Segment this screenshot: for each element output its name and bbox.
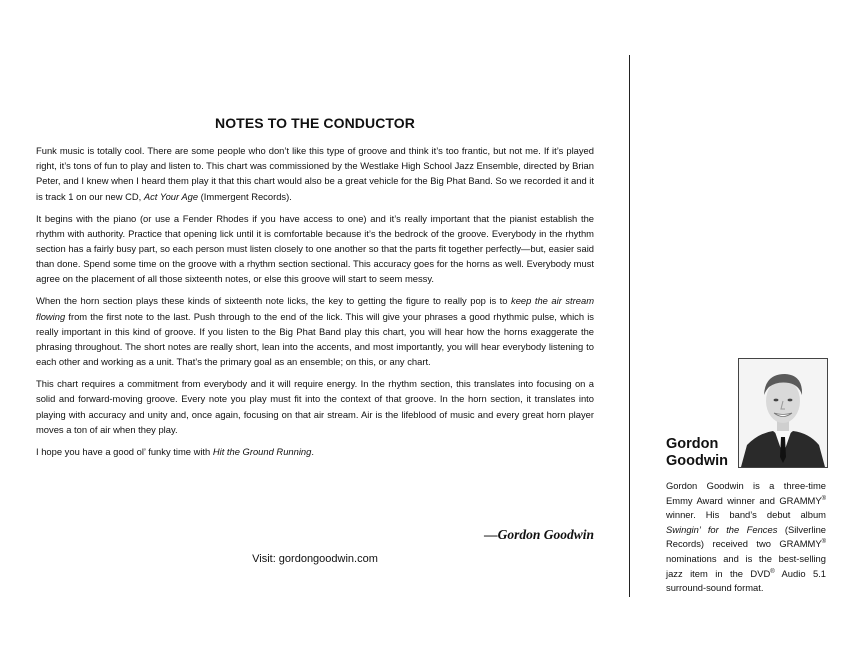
paragraph-3-text: When the horn section plays these kinds of sixteenth note licks, the key to getting the figure to really pop is to bbox=[36, 295, 512, 307]
registered-mark: ® bbox=[821, 539, 826, 546]
paragraph-3 bbox=[36, 293, 594, 369]
registered-mark: ® bbox=[821, 495, 826, 502]
album-title-act-your-age: Act Your Age bbox=[143, 190, 199, 202]
bio-text-2: winner. His band’s debut album bbox=[666, 509, 826, 521]
paragraph-1-text: Funk music is totally cool. There are some people who don’t like this type of groove and think it’s too frantic, but not me. If it’s played right, it’s tons of fun to play and listen to. This chart was commissioned by the Westlake High School Jazz Ensemble, directed by Brian Peter, and I knew when I heard them play it that this chart would also be a great vehicle for the Big Phat Band. So we recorded it and it is track 1 on our new CD, bbox=[36, 145, 594, 202]
bio-text-3: (Silverline Records) received two GRAMMY bbox=[666, 523, 826, 550]
paragraph-5-end: . bbox=[311, 445, 314, 457]
paragraph-5-text: I hope you have a good ol’ funky time with bbox=[36, 445, 213, 457]
emphasis-air-stream: keep the air stream flowing bbox=[36, 295, 594, 322]
paragraph-1-end: (Immergent Records). bbox=[198, 190, 292, 202]
portrait-illustration bbox=[739, 359, 827, 467]
signature: —Gordon Goodwin bbox=[484, 527, 594, 542]
author-photo bbox=[738, 358, 828, 468]
column-divider bbox=[629, 55, 630, 597]
bio-last-name: Goodwin bbox=[666, 453, 729, 469]
bio-album-title: Swingin’ for the Fences bbox=[666, 523, 778, 535]
bio-text bbox=[666, 479, 826, 596]
website-link: Visit: gordongoodwin.com bbox=[252, 553, 378, 565]
bio-text-5: Audio 5.1 surround-sound format. bbox=[666, 567, 826, 594]
bio-first-name: Gordon bbox=[666, 436, 719, 452]
paragraph-1 bbox=[36, 143, 594, 204]
paragraph-2: It begins with the piano (or use a Fender Rhodes if you have access to one) and it’s really important that the pianist establish the rhythm with authority. Practice that opening lick until it is comfortable because it’s the bedrock of the groove. Everybody in the rhythm section has a fairly busy part, so each person must listen closely to one another so that the parts fit together perfectly—but, easier said than done. Spend some time on the groove with a rhythm section sectional. This accuracy goes for the horns as well. Everybody must agree on the placement of all those sixteenth notes, or else this groove will start to seem messy. bbox=[36, 212, 594, 285]
page-title: NOTES TO THE CONDUCTOR bbox=[214, 115, 416, 131]
paragraph-5 bbox=[36, 444, 594, 459]
bio-name bbox=[666, 436, 728, 470]
conductor-notes-body bbox=[36, 143, 594, 466]
paragraph-4: This chart requires a commitment from everybody and it will require energy. In the rhythm section, this translates into focusing on a solid and forward-moving groove. Every note you play must fit into the context of that groove. In the horn section, it translates into playing with accuracy and unity and, once again, focusing on that air stream. Air is the lifeblood of music and every great horn player moves a ton of air when they play. bbox=[36, 378, 594, 435]
chart-title-hit-the-ground-running: Hit the Ground Running bbox=[212, 445, 312, 457]
paragraph-3-end: from the first note to the last. Push through to the end of the lick. This will give your phrases a good rhythmic pulse, which is really important in this kind of groove. If you listen to the Big Phat Band play this chart, you will hear how the horns exaggerate the phrasing throughout. The short notes are really short, lean into the accents, and most importantly, you will hear everybody listening to each other and working as a unit. That’s the primary goal as an ensemble; on this, or any chart. bbox=[36, 310, 594, 368]
registered-mark: ® bbox=[770, 568, 775, 575]
bio-text-1: Gordon Goodwin is a three-time Emmy Award winner and GRAMMY bbox=[666, 480, 826, 506]
bio-text-4: nominations and is the best-selling jazz item in the DVD bbox=[666, 552, 826, 579]
